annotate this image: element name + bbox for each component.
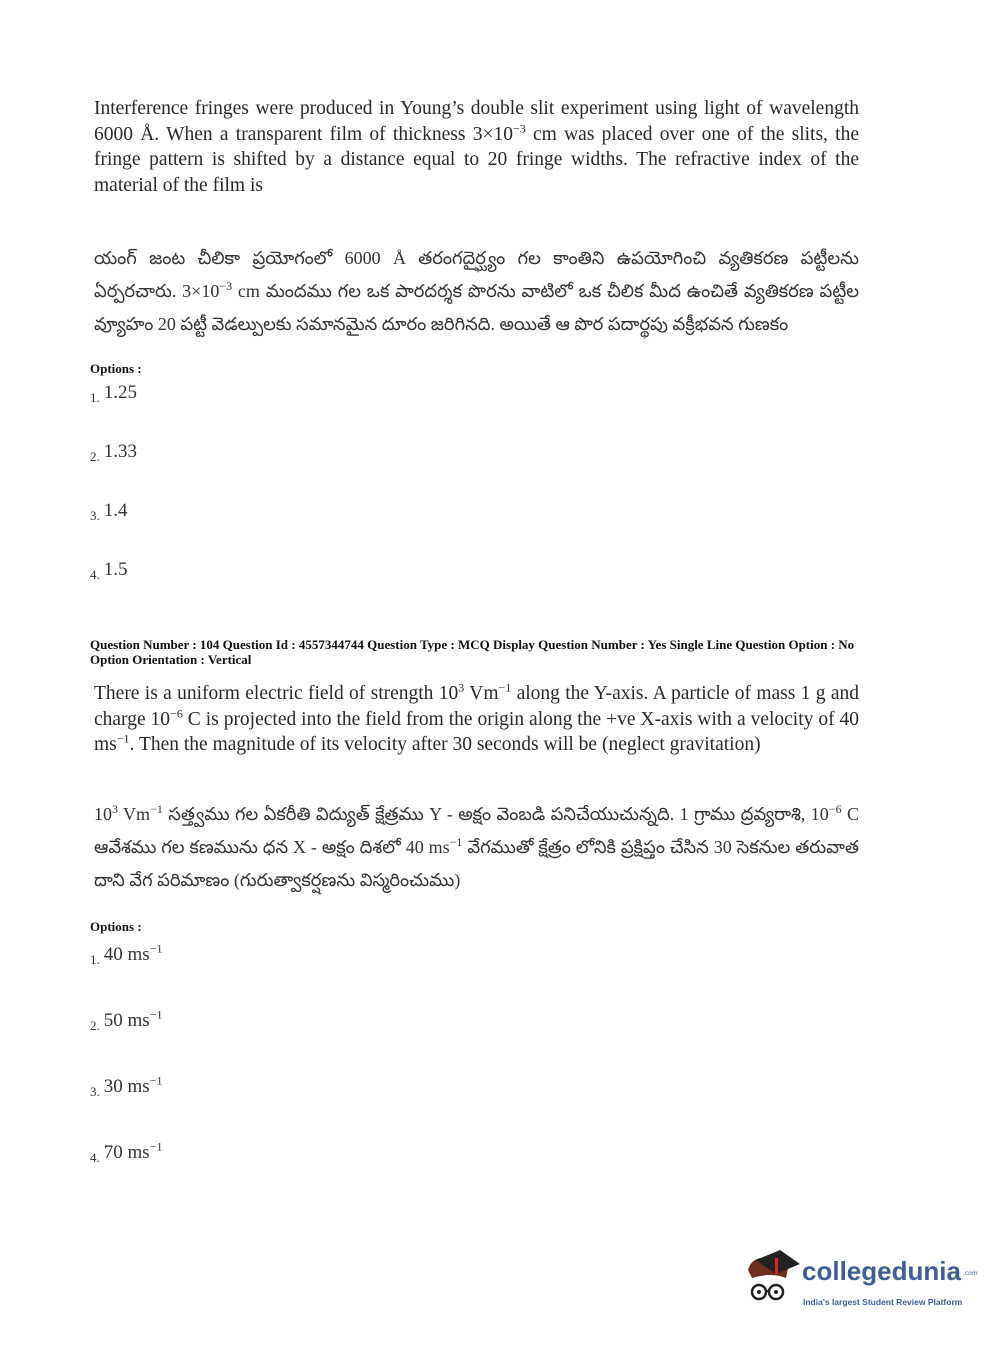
q2-option-4[interactable] [90,1141,1001,1170]
option-value: 1.4 [103,500,128,521]
option-value: 30 ms [103,1075,150,1097]
text: . Then the magnitude of its velocity after 30 seconds will be (neglect gravitation) [129,734,761,755]
q1-option-4[interactable] [90,558,1001,587]
superscript: −3 [512,121,526,135]
text: Vm [464,683,499,704]
superscript: 3 [112,801,118,816]
collegedunia-logo [742,1248,992,1312]
superscript: −1 [149,1073,163,1088]
text: along the Y-axis. A particle of mass 1 g and charge 10 [94,683,859,730]
text: cm మందము గల ఒక పారదర్శక పొరను వాటిలో ఒక చీలిక మీద ఉంచితే వ్యతికరణ పట్టీల వ్యూహం 20 పట్టీ వెడల్పులకు సమానమైన దూరం జరిగినది. అయితే ఆ పొర పదార్థపు వక్రీభవన గుణకం [94,281,859,334]
q1-option-3[interactable] [90,499,1001,528]
option-number: 1. [90,951,100,967]
superscript: −1 [149,1139,163,1154]
option-number: 1. [90,390,100,405]
text: వేగముతో క్షేత్రం లోనికి ప్రక్షిప్తం చేసిన 30 సెకనుల తరువాత దాని వేగ పరిమాణం (గురుత్వాకర్షణను విస్మరించుము) [94,836,859,890]
q1-english-text [94,96,859,198]
logo-com: .com [962,1270,978,1277]
text: C is projected into the field from the origin along the +ve X-axis with a velocity of 40 ms [94,708,860,755]
q1-telugu-text [94,242,859,341]
option-number: 3. [90,508,100,523]
q1-option-1[interactable] [90,381,1001,410]
text: Interference fringes were produced in Young’s double slit experiment using light of wavelength 6000 Å. When a transparent film of thickness 3×10 [94,98,859,145]
mascot-icon [742,1248,800,1310]
q2-telugu-text [94,798,859,897]
text: సత్త్వము గల ఏకరీతి విద్యుత్ క్షేత్రము Y - అక్షం వెంబడి పనిచేయుచున్నది. 1 గ్రాము ద్రవ్యరాశి, 10 [162,803,829,824]
option-value: 40 ms [103,943,150,965]
logo-tagline: India's largest Student Review Platform [803,1297,963,1307]
option-number: 4. [90,567,100,582]
q2-option-2[interactable] [90,1009,1001,1038]
text: C ఆవేశము గల కణమును ధన X - అక్షం దిశలో 40 ms [94,803,859,857]
text: 10 [94,803,112,824]
logo-wordmark: collegedunia [802,1256,961,1286]
superscript: −1 [116,731,130,746]
option-number: 2. [90,449,100,464]
superscript: −1 [498,680,512,695]
q2-options-label: Options : [90,918,142,934]
q1-option-2[interactable] [90,440,1001,469]
q2-english-text [94,681,859,758]
q2-option-1[interactable] [90,943,1001,972]
superscript: −1 [149,1007,163,1022]
superscript: 3 [458,680,465,695]
question-meta: Question Number : 104 Question Id : 4557344744 Question Type : MCQ Display Question Number : Yes Single Line Question Option : No Option Orientation : Vertical [90,637,855,667]
superscript: −1 [150,801,163,816]
superscript: −1 [449,834,463,849]
option-value: 1.5 [103,559,128,580]
logo-wordmark-row [802,1256,978,1286]
option-value: 1.25 [103,382,137,403]
q1-options-label: Options : [90,361,142,376]
superscript: −3 [219,279,233,293]
superscript: −6 [828,801,842,816]
text: There is a uniform electric field of strength 10 [94,683,459,704]
text: Vm [118,803,151,824]
option-value: 50 ms [103,1009,150,1031]
option-value: 70 ms [103,1141,150,1163]
option-value: 1.33 [103,441,137,462]
option-number: 2. [90,1017,100,1033]
text: cm was placed over one of the slits, the fringe pattern is shifted by a distance equal to 20 fringe widths. The refractive index of the material of the film is [94,123,860,196]
q2-option-3[interactable] [90,1075,1001,1104]
option-number: 3. [90,1083,100,1099]
option-number: 4. [90,1149,100,1165]
text: యంగ్ జంట చీలికా ప్రయోగంలో 6000 Å తరంగదైర్ఘ్యం గల కాంతిని ఉపయోగించి వ్యతికరణ పట్టీలను ఏర్పరచారు. 3×10 [94,248,859,301]
superscript: −1 [149,941,163,956]
superscript: −6 [170,706,183,720]
